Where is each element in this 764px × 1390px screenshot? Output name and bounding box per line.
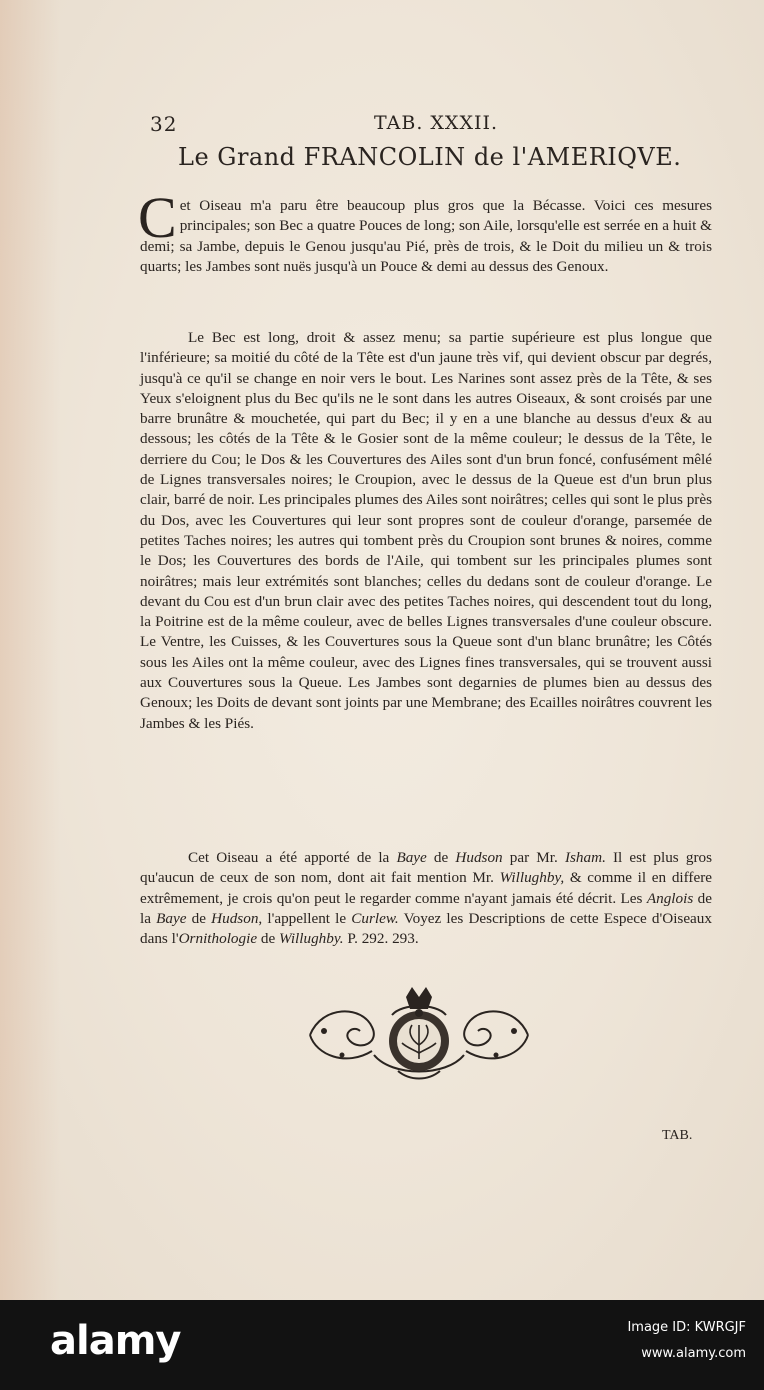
floral-ornament-icon <box>302 985 536 1085</box>
paragraph-text: et Oiseau m'a paru être beaucoup plus gros que la Bécasse. Voici ces mesures principales; son Bec a quatre Pouces de long; son Aile, lorsqu'elle est serrée en a huit & demi; sa Jambe, depuis le Genou jusqu'au Pié, près de trois, & le Doit du milieu un & trois quarts; les Jambes sont nuës jusqu'à un Pouce & demi au dessus des Genoux. <box>140 197 712 275</box>
page-title: Le Grand FRANCOLIN de l'AMERIQVE. <box>178 143 682 171</box>
drop-cap: C <box>138 185 177 250</box>
site-url: www.alamy.com <box>641 1346 746 1361</box>
plate-label: TAB. XXXII. <box>374 112 499 134</box>
alamy-logo: alamy <box>50 1318 181 1364</box>
paragraph-description: Le Bec est long, droit & assez menu; sa partie supérieure est plus longue que l'inférieure; sa moitié du côté de la Tête est d'un jaune très vif, qui devient obscur par degrés, jusqu'à ce qu'il se change en noir vers le bout. Les Narines sont assez près de la Tête, & ses Yeux s'eloignent plus du Bec qu'ils ne le sont dans les autres Oiseaux, & sont croisés par une barre brunâtre & mouchetée, qui part du Bec; il y en a une blanche au dessus d'eux & au dessous; les côtés de la Tête & le Gosier sont de la même couleur; le dessus de la Tête, le derriere du Cou; le Dos & les Couvertures des Ailes sont d'un brun foncé, confusément mêlé de Lignes transversales noires; le Croupion, avec le dessus de la Queue est d'un brun plus clair, barré de noir. Les principales plumes des Ailes sont noirâtres; celles qui sont le plus près du Dos, avec les Couvertures qui leur sont propres sont de couleur d'orange, parsemée de petites Taches noires; les autres qui tombent près du Croupion sont brunes & noires, comme le Dos; les Couvertures des bords de l'Aile, qui tombent sur les principales plumes sont noirâtres; mais leur extrémités sont blanches; celles du dedans sont de couleur d'orange. Le devant du Cou est d'un brun clair avec des petites Taches noires, qui descendent tout du long, la Poitrine est de la même couleur, avec de belles Lignes transversales d'une couleur obscure. Le Ventre, les Cuisses, & les Couvertures sous la Queue sont d'un blanc brunâtre; les Côtés sous les Ailes ont la même couleur, avec des Lignes fines transversales, qui se trouvent aussi aux Couvertures sous la Queue. Les Jambes sont degarnies de plumes bien au dessus des Genoux; les Doits de devant sont joints par une Membrane; des Ecailles noirâtres couvrent les Jambes & les Piés. <box>140 329 712 732</box>
page-edge-shadow <box>0 0 60 1300</box>
catchword: TAB. <box>662 1128 693 1143</box>
paragraph-provenance: Cet Oiseau a été apporté de la Baye de Hudson par Mr. Isham. Il est plus gros qu'aucun de ceux de son nom, dont ait fait mention Mr. Willughby, & comme il en differe extrêmement, je crois qu'on peut le regarder comme n'ayant jamais été décrit. Les Anglois de la Baye de Hudson, l'appellent le Curlew. Voyez les Descriptions de cette Espece d'Oiseaux dans l'Ornithologie de Willughby. P. 292. 293. <box>140 849 713 948</box>
paragraph-measurements <box>138 185 712 277</box>
page-number: 32 <box>150 112 178 136</box>
image-id: Image ID: KWRGJF <box>627 1320 746 1335</box>
